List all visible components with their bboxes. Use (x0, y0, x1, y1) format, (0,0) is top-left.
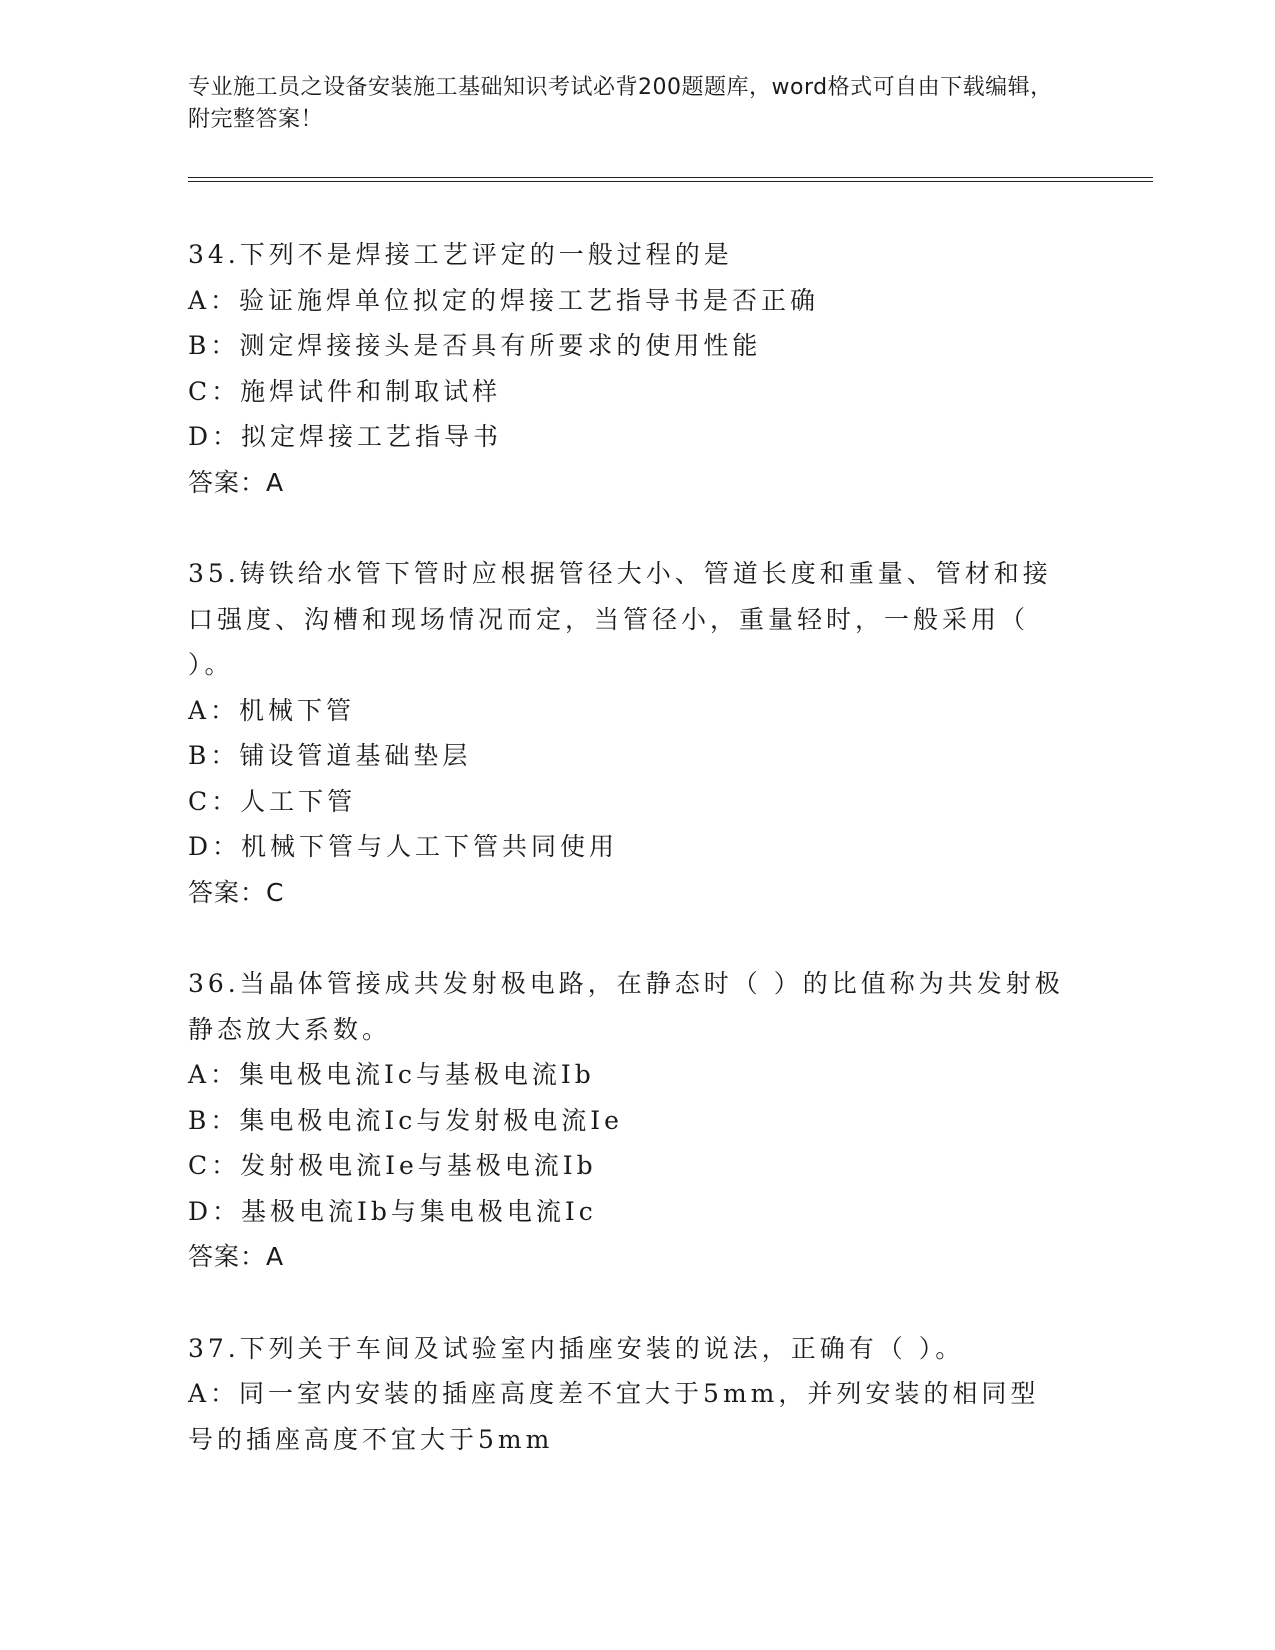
question-stem: 36.当晶体管接成共发射极电路，在静态时（ ）的比值称为共发射极静态放大系数。 (188, 969, 1064, 1044)
option-c: C：人工下管 (188, 786, 357, 816)
option-b: B：测定焊接接头是否具有所要求的使用性能 (188, 331, 762, 360)
question-37 (188, 1326, 1068, 1463)
option-c: C：发射极电流Ie与基极电流Ib (188, 1151, 597, 1180)
header-divider-bottom (188, 181, 1153, 182)
question-35 (188, 551, 1068, 915)
option-d: D：基极电流Ib与集电极电流Ic (188, 1196, 597, 1226)
question-stem: 35.铸铁给水管下管时应根据管径大小、管道长度和重量、管材和接口强度、沟槽和现场情况而定，当管径小，重量轻时，一般采用（ ）。 (188, 559, 1052, 679)
header-divider-top (188, 177, 1153, 178)
answer: 答案：C (188, 877, 285, 907)
option-a: A：机械下管 (188, 695, 356, 725)
option-d: D：拟定焊接工艺指导书 (188, 422, 503, 451)
answer: 答案：A (188, 467, 285, 497)
option-a: A：集电极电流Ic与基极电流Ib (188, 1060, 595, 1089)
question-stem: 34.下列不是焊接工艺评定的一般过程的是 (188, 240, 733, 269)
option-a: A：验证施焊单位拟定的焊接工艺指导书是否正确 (188, 285, 820, 315)
option-c: C：施焊试件和制取试样 (188, 376, 502, 406)
question-list (188, 232, 1068, 1508)
option-b: B：铺设管道基础垫层 (188, 741, 472, 770)
option-b: B：集电极电流Ic与发射极电流Ie (188, 1105, 623, 1135)
option-d: D：机械下管与人工下管共同使用 (188, 832, 619, 861)
question-34 (188, 232, 1068, 505)
question-stem: 37.下列关于车间及试验室内插座安装的说法，正确有（ ）。 (188, 1333, 965, 1363)
question-36 (188, 961, 1068, 1280)
answer: 答案：A (188, 1242, 285, 1271)
option-a: A：同一室内安装的插座高度差不宜大于5mm，并列安装的相同型号的插座高度不宜大于5mm (188, 1379, 1040, 1454)
document-header: 专业施工员之设备安装施工基础知识考试必背200题题库，word格式可自由下载编辑，附完整答案！ (188, 75, 1053, 132)
